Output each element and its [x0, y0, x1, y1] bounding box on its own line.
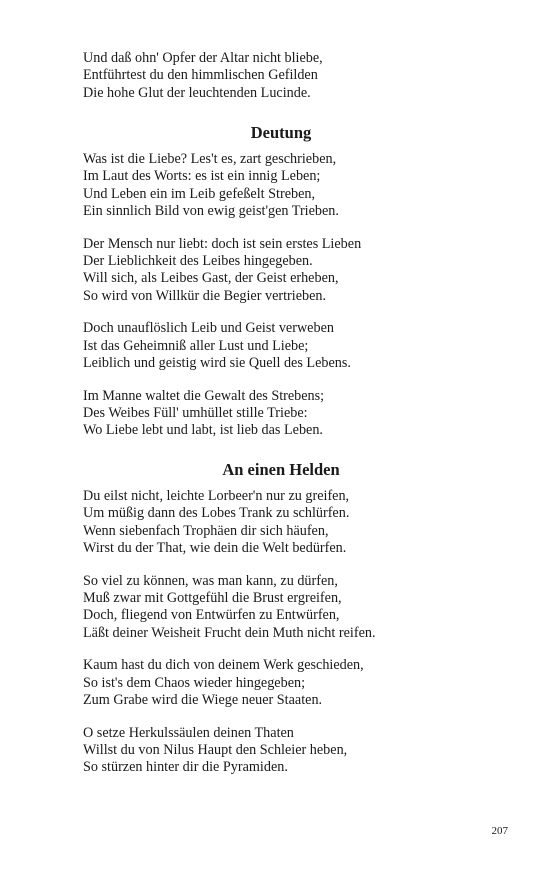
stanza [83, 573, 483, 642]
verse-line: Ist das Geheimniß aller Lust und Liebe; [83, 337, 309, 354]
stanza [83, 388, 483, 440]
verse-line: Im Laut des Worts: es ist ein innig Leben; [83, 168, 321, 185]
verse-line: Willst du von Nilus Haupt den Schleier heben, [83, 742, 348, 759]
verse-line: O setze Herkulssäulen deinen Thaten [83, 724, 294, 741]
verse-line: Entführtest du den himmlischen Gefilden [83, 67, 318, 84]
verse-line: Des Weibes Füll' umhüllet stille Triebe: [83, 405, 308, 422]
verse-line: Du eilst nicht, leichte Lorbeer'n nur zu greifen, [83, 488, 350, 504]
verse-line: Wenn siebenfach Trophäen dir sich häufen, [83, 522, 329, 539]
stanza [83, 151, 483, 220]
verse-line: Kaum hast du dich von deinem Werk geschieden, [83, 657, 364, 674]
verse-line: Was ist die Liebe? Les't es, zart geschrieben, [83, 151, 337, 167]
verse-line: Doch unauflöslich Leib und Geist verweben [83, 320, 334, 337]
stanza [83, 320, 483, 372]
verse-line: Um müßig dann des Lobes Trank zu schlürfen. [83, 505, 350, 522]
stanza [83, 725, 483, 777]
verse-line: Doch, fliegend von Entwürfen zu Entwürfen, [83, 607, 340, 624]
verse-line: Zum Grabe wird die Wiege neuer Staaten. [83, 691, 323, 708]
stanza [83, 488, 483, 557]
stanza [83, 657, 483, 709]
verse-line: Leiblich und geistig wird sie Quell des Lebens. [83, 354, 351, 371]
verse-line: Muß zwar mit Gottgefühl die Brust ergreifen, [83, 589, 342, 606]
verse-line: Und Leben ein im Leib gefeßelt Streben, [83, 185, 316, 202]
verse-line: Wirst du der That, wie dein die Welt bedürfen. [83, 539, 347, 556]
stanza [83, 236, 483, 305]
verse-line: Die hohe Glut der leuchtenden Lucinde. [83, 84, 311, 101]
verse-line: Läßt deiner Weisheit Frucht dein Muth nicht reifen. [83, 624, 376, 641]
verse-line: So wird von Willkür die Begier vertrieben. [83, 287, 327, 304]
verse-line: Der Lieblichkeit des Leibes hingegeben. [83, 252, 313, 269]
verse-line: Der Mensch nur liebt: doch ist sein erstes Lieben [83, 235, 362, 252]
verse-line: Und daß ohn' Opfer der Altar nicht bliebe, [83, 50, 323, 66]
poem-title-an-einen-helden: An einen Helden [222, 460, 340, 479]
verse-line: Ein sinnlich Bild von ewig geist'gen Trieben. [83, 202, 339, 219]
poem-title-deutung: Deutung [250, 123, 312, 142]
intro-verse [83, 50, 483, 102]
verse-line: So ist's dem Chaos wieder hingegeben; [83, 674, 306, 691]
verse-line: Im Manne waltet die Gewalt des Strebens; [83, 387, 325, 404]
page-number: 207 [491, 825, 508, 837]
poem-an-einen-helden-verse [83, 488, 483, 777]
verse-line: So stürzen hinter dir die Pyramiden. [83, 759, 288, 776]
verse-line: Wo Liebe lebt und labt, ist lieb das Leben. [83, 422, 323, 439]
verse-line: So viel zu können, was man kann, zu dürfen, [83, 572, 338, 589]
stanza [83, 50, 483, 102]
verse-line: Will sich, als Leibes Gast, der Geist erheben, [83, 270, 339, 287]
poem-deutung-verse [83, 151, 483, 440]
